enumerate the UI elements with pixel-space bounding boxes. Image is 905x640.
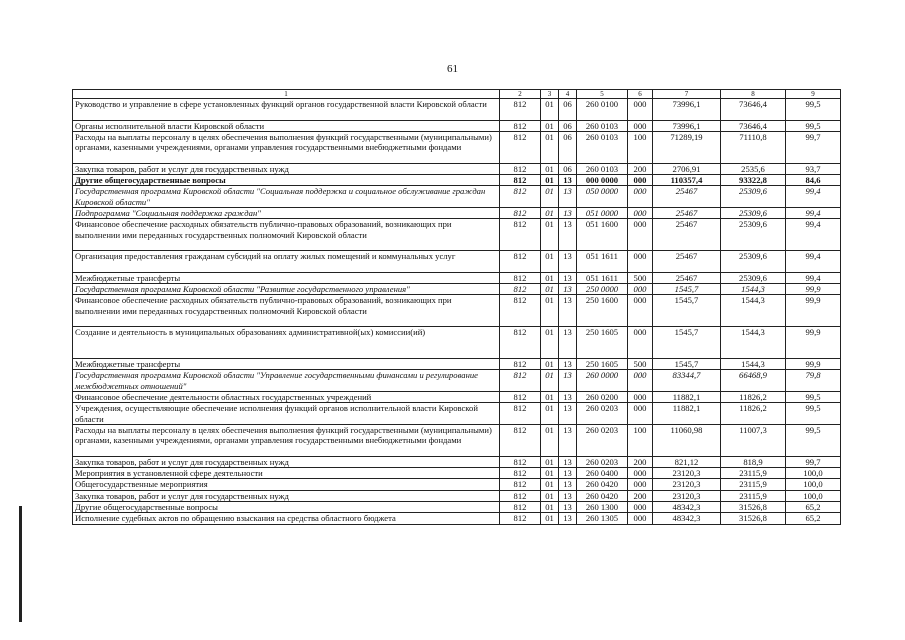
table-body bbox=[73, 99, 841, 525]
row-target: 260 0400 bbox=[577, 468, 628, 479]
margin-mark bbox=[19, 506, 22, 622]
row-type: 100 bbox=[628, 131, 653, 163]
row-code: 812 bbox=[500, 327, 541, 359]
row-name: Общегосударственные мероприятия bbox=[73, 479, 500, 490]
row-name: Закупка товаров, работ и услуг для государственных нужд bbox=[73, 490, 500, 501]
row-section: 01 bbox=[541, 99, 559, 121]
table-row bbox=[73, 272, 841, 283]
row-subsection: 13 bbox=[559, 479, 577, 490]
row-section: 01 bbox=[541, 131, 559, 163]
row-code: 812 bbox=[500, 251, 541, 273]
row-target: 260 0420 bbox=[577, 479, 628, 490]
row-type: 200 bbox=[628, 490, 653, 501]
row-percent: 99,9 bbox=[786, 284, 841, 295]
row-subsection: 13 bbox=[559, 370, 577, 392]
column-header: 3 bbox=[541, 90, 559, 99]
row-percent: 84,6 bbox=[786, 175, 841, 186]
row-type: 000 bbox=[628, 251, 653, 273]
row-target: 051 0000 bbox=[577, 207, 628, 218]
row-plan: 1545,7 bbox=[653, 359, 721, 370]
table-row bbox=[73, 501, 841, 512]
row-actual: 66468,9 bbox=[721, 370, 786, 392]
row-percent: 99,9 bbox=[786, 327, 841, 359]
column-header: 9 bbox=[786, 90, 841, 99]
row-code: 812 bbox=[500, 186, 541, 208]
row-type: 000 bbox=[628, 501, 653, 512]
row-subsection: 06 bbox=[559, 163, 577, 174]
row-subsection: 13 bbox=[559, 284, 577, 295]
row-section: 01 bbox=[541, 163, 559, 174]
row-target: 051 1611 bbox=[577, 251, 628, 273]
row-name: Исполнение судебных актов по обращению взыскания на средства областного бюджета bbox=[73, 513, 500, 524]
row-subsection: 13 bbox=[559, 186, 577, 208]
row-section: 01 bbox=[541, 370, 559, 392]
row-code: 812 bbox=[500, 295, 541, 327]
table-row bbox=[73, 175, 841, 186]
row-target: 260 0100 bbox=[577, 99, 628, 121]
table-row bbox=[73, 403, 841, 425]
row-section: 01 bbox=[541, 513, 559, 524]
row-name: Финансовое обеспечение расходных обязательств публично-правовых образований, возникающих при выполнении ими переданных государственных полномочий Кировской области bbox=[73, 295, 500, 327]
table-row bbox=[73, 131, 841, 163]
row-type: 000 bbox=[628, 403, 653, 425]
row-plan: 11882,1 bbox=[653, 392, 721, 403]
row-subsection: 13 bbox=[559, 424, 577, 456]
row-actual: 31526,8 bbox=[721, 501, 786, 512]
row-name: Другие общегосударственные вопросы bbox=[73, 501, 500, 512]
row-subsection: 13 bbox=[559, 359, 577, 370]
row-type: 200 bbox=[628, 163, 653, 174]
row-type: 000 bbox=[628, 120, 653, 131]
table-row bbox=[73, 490, 841, 501]
row-percent: 99,4 bbox=[786, 186, 841, 208]
row-percent: 100,0 bbox=[786, 490, 841, 501]
row-percent: 99,4 bbox=[786, 207, 841, 218]
row-type: 000 bbox=[628, 392, 653, 403]
row-target: 250 1605 bbox=[577, 327, 628, 359]
row-code: 812 bbox=[500, 456, 541, 467]
row-name: Создание и деятельность в муниципальных образованиях административной(ых) комиссии(ий) bbox=[73, 327, 500, 359]
row-percent: 99,5 bbox=[786, 99, 841, 121]
row-type: 000 bbox=[628, 327, 653, 359]
row-plan: 1545,7 bbox=[653, 295, 721, 327]
column-header: 7 bbox=[653, 90, 721, 99]
row-section: 01 bbox=[541, 120, 559, 131]
row-actual: 23115,9 bbox=[721, 468, 786, 479]
row-name: Расходы на выплаты персоналу в целях обеспечения выполнения функций государственными (муниципальными) органами, казенными учреждениями, органами управления государственными внебюджетными фондами bbox=[73, 131, 500, 163]
row-section: 01 bbox=[541, 479, 559, 490]
column-header: 4 bbox=[559, 90, 577, 99]
row-target: 260 0200 bbox=[577, 392, 628, 403]
row-subsection: 06 bbox=[559, 120, 577, 131]
table-row bbox=[73, 99, 841, 121]
row-percent: 99,9 bbox=[786, 295, 841, 327]
row-actual: 1544,3 bbox=[721, 284, 786, 295]
row-type: 000 bbox=[628, 207, 653, 218]
table-row bbox=[73, 456, 841, 467]
row-code: 812 bbox=[500, 490, 541, 501]
row-code: 812 bbox=[500, 131, 541, 163]
row-name: Учреждения, осуществляющие обеспечение исполнения функций органов исполнительной власти Кировской области bbox=[73, 403, 500, 425]
row-type: 500 bbox=[628, 272, 653, 283]
row-plan: 110357,4 bbox=[653, 175, 721, 186]
row-section: 01 bbox=[541, 403, 559, 425]
row-code: 812 bbox=[500, 403, 541, 425]
row-section: 01 bbox=[541, 501, 559, 512]
row-actual: 1544,3 bbox=[721, 295, 786, 327]
row-type: 000 bbox=[628, 99, 653, 121]
row-target: 260 1305 bbox=[577, 513, 628, 524]
header-row bbox=[73, 90, 841, 99]
row-actual: 25309,6 bbox=[721, 219, 786, 251]
row-actual: 93322,8 bbox=[721, 175, 786, 186]
row-code: 812 bbox=[500, 99, 541, 121]
row-type: 000 bbox=[628, 284, 653, 295]
row-section: 01 bbox=[541, 186, 559, 208]
row-code: 812 bbox=[500, 219, 541, 251]
row-actual: 25309,6 bbox=[721, 251, 786, 273]
row-section: 01 bbox=[541, 175, 559, 186]
row-type: 000 bbox=[628, 219, 653, 251]
row-plan: 71289,19 bbox=[653, 131, 721, 163]
row-subsection: 13 bbox=[559, 403, 577, 425]
row-plan: 11060,98 bbox=[653, 424, 721, 456]
row-percent: 100,0 bbox=[786, 479, 841, 490]
row-code: 812 bbox=[500, 207, 541, 218]
row-code: 812 bbox=[500, 370, 541, 392]
row-target: 051 1600 bbox=[577, 219, 628, 251]
row-name: Финансовое обеспечение деятельности областных государственных учреждений bbox=[73, 392, 500, 403]
row-type: 000 bbox=[628, 186, 653, 208]
row-target: 260 0203 bbox=[577, 403, 628, 425]
row-target: 260 0103 bbox=[577, 163, 628, 174]
row-plan: 2706,91 bbox=[653, 163, 721, 174]
table-row bbox=[73, 295, 841, 327]
row-percent: 99,4 bbox=[786, 272, 841, 283]
column-header: 2 bbox=[500, 90, 541, 99]
row-actual: 11826,2 bbox=[721, 403, 786, 425]
row-percent: 79,8 bbox=[786, 370, 841, 392]
row-target: 260 0103 bbox=[577, 120, 628, 131]
row-percent: 99,9 bbox=[786, 359, 841, 370]
row-name: Руководство и управление в сфере установленных функций органов государственной власти Кировской области bbox=[73, 99, 500, 121]
row-plan: 1545,7 bbox=[653, 284, 721, 295]
row-plan: 25467 bbox=[653, 207, 721, 218]
row-section: 01 bbox=[541, 468, 559, 479]
column-header: 5 bbox=[577, 90, 628, 99]
row-percent: 99,4 bbox=[786, 219, 841, 251]
row-code: 812 bbox=[500, 479, 541, 490]
row-name: Государственная программа Кировской области "Управление государственными финансами и регулирование межбюджетных отношений" bbox=[73, 370, 500, 392]
row-plan: 73996,1 bbox=[653, 120, 721, 131]
row-name: Расходы на выплаты персоналу в целях обеспечения выполнения функций государственными (муниципальными) органами, казенными учреждениями, органами управления государственными внебюджетными фондами bbox=[73, 424, 500, 456]
row-section: 01 bbox=[541, 295, 559, 327]
row-subsection: 13 bbox=[559, 175, 577, 186]
row-section: 01 bbox=[541, 456, 559, 467]
row-name: Мероприятия в установленной сфере деятельности bbox=[73, 468, 500, 479]
row-plan: 23120,3 bbox=[653, 479, 721, 490]
row-name: Закупка товаров, работ и услуг для государственных нужд bbox=[73, 163, 500, 174]
row-percent: 65,2 bbox=[786, 501, 841, 512]
row-actual: 2535,6 bbox=[721, 163, 786, 174]
row-target: 050 0000 bbox=[577, 186, 628, 208]
row-name: Другие общегосударственные вопросы bbox=[73, 175, 500, 186]
row-name: Финансовое обеспечение расходных обязательств публично-правовых образований, возникающих при выполнении ими переданных государственных полномочий Кировской области bbox=[73, 219, 500, 251]
row-plan: 11882,1 bbox=[653, 403, 721, 425]
row-type: 000 bbox=[628, 175, 653, 186]
row-code: 812 bbox=[500, 392, 541, 403]
row-actual: 11826,2 bbox=[721, 392, 786, 403]
row-section: 01 bbox=[541, 327, 559, 359]
row-percent: 99,7 bbox=[786, 131, 841, 163]
row-section: 01 bbox=[541, 424, 559, 456]
row-section: 01 bbox=[541, 219, 559, 251]
row-code: 812 bbox=[500, 501, 541, 512]
table-row bbox=[73, 468, 841, 479]
row-subsection: 13 bbox=[559, 490, 577, 501]
table-row bbox=[73, 513, 841, 524]
row-code: 812 bbox=[500, 468, 541, 479]
table-row bbox=[73, 186, 841, 208]
row-plan: 1545,7 bbox=[653, 327, 721, 359]
row-plan: 83344,7 bbox=[653, 370, 721, 392]
row-actual: 31526,8 bbox=[721, 513, 786, 524]
row-actual: 23115,9 bbox=[721, 479, 786, 490]
row-subsection: 13 bbox=[559, 251, 577, 273]
row-plan: 25467 bbox=[653, 186, 721, 208]
column-header: 6 bbox=[628, 90, 653, 99]
row-type: 000 bbox=[628, 479, 653, 490]
budget-table bbox=[72, 89, 841, 525]
row-subsection: 13 bbox=[559, 468, 577, 479]
row-code: 812 bbox=[500, 424, 541, 456]
row-percent: 99,5 bbox=[786, 392, 841, 403]
row-percent: 99,7 bbox=[786, 456, 841, 467]
table-row bbox=[73, 479, 841, 490]
row-name: Межбюджетные трансферты bbox=[73, 272, 500, 283]
row-actual: 71110,8 bbox=[721, 131, 786, 163]
row-code: 812 bbox=[500, 120, 541, 131]
row-target: 260 0203 bbox=[577, 424, 628, 456]
row-subsection: 13 bbox=[559, 207, 577, 218]
row-plan: 73996,1 bbox=[653, 99, 721, 121]
row-section: 01 bbox=[541, 251, 559, 273]
row-section: 01 bbox=[541, 284, 559, 295]
row-percent: 99,5 bbox=[786, 120, 841, 131]
row-plan: 23120,3 bbox=[653, 490, 721, 501]
row-actual: 23115,9 bbox=[721, 490, 786, 501]
row-actual: 25309,6 bbox=[721, 186, 786, 208]
row-plan: 25467 bbox=[653, 219, 721, 251]
row-percent: 99,5 bbox=[786, 403, 841, 425]
row-name: Организация предоставления гражданам субсидий на оплату жилых помещений и коммунальных услуг bbox=[73, 251, 500, 273]
table-row bbox=[73, 251, 841, 273]
row-actual: 25309,6 bbox=[721, 207, 786, 218]
row-actual: 73646,4 bbox=[721, 99, 786, 121]
row-plan: 25467 bbox=[653, 251, 721, 273]
row-section: 01 bbox=[541, 359, 559, 370]
row-target: 000 0000 bbox=[577, 175, 628, 186]
row-subsection: 13 bbox=[559, 513, 577, 524]
row-actual: 25309,6 bbox=[721, 272, 786, 283]
row-target: 250 1605 bbox=[577, 359, 628, 370]
row-percent: 99,4 bbox=[786, 251, 841, 273]
table-row bbox=[73, 392, 841, 403]
row-percent: 100,0 bbox=[786, 468, 841, 479]
table-row bbox=[73, 207, 841, 218]
row-name: Межбюджетные трансферты bbox=[73, 359, 500, 370]
row-subsection: 13 bbox=[559, 219, 577, 251]
row-plan: 48342,3 bbox=[653, 501, 721, 512]
row-name: Государственная программа Кировской области "Социальная поддержка и социальное обслуживание граждан Кировской области" bbox=[73, 186, 500, 208]
table-row bbox=[73, 359, 841, 370]
row-actual: 11007,3 bbox=[721, 424, 786, 456]
row-code: 812 bbox=[500, 272, 541, 283]
row-plan: 23120,3 bbox=[653, 468, 721, 479]
row-percent: 65,2 bbox=[786, 513, 841, 524]
row-actual: 1544,3 bbox=[721, 327, 786, 359]
row-target: 250 1600 bbox=[577, 295, 628, 327]
row-target: 260 0203 bbox=[577, 456, 628, 467]
row-code: 812 bbox=[500, 513, 541, 524]
row-subsection: 13 bbox=[559, 295, 577, 327]
row-type: 000 bbox=[628, 513, 653, 524]
row-subsection: 13 bbox=[559, 501, 577, 512]
row-target: 260 0103 bbox=[577, 131, 628, 163]
row-type: 500 bbox=[628, 359, 653, 370]
row-percent: 99,5 bbox=[786, 424, 841, 456]
row-name: Органы исполнительной власти Кировской области bbox=[73, 120, 500, 131]
row-target: 260 1300 bbox=[577, 501, 628, 512]
row-section: 01 bbox=[541, 272, 559, 283]
row-code: 812 bbox=[500, 284, 541, 295]
row-target: 260 0420 bbox=[577, 490, 628, 501]
row-type: 000 bbox=[628, 295, 653, 327]
row-type: 000 bbox=[628, 468, 653, 479]
row-code: 812 bbox=[500, 163, 541, 174]
row-actual: 1544,3 bbox=[721, 359, 786, 370]
row-section: 01 bbox=[541, 207, 559, 218]
row-target: 260 0000 bbox=[577, 370, 628, 392]
table-row bbox=[73, 424, 841, 456]
row-section: 01 bbox=[541, 392, 559, 403]
row-subsection: 06 bbox=[559, 99, 577, 121]
row-name: Государственная программа Кировской области "Развитие государственного управления" bbox=[73, 284, 500, 295]
row-plan: 25467 bbox=[653, 272, 721, 283]
row-name: Подпрограмма "Социальная поддержка граждан" bbox=[73, 207, 500, 218]
column-header: 8 bbox=[721, 90, 786, 99]
row-subsection: 06 bbox=[559, 131, 577, 163]
table-row bbox=[73, 327, 841, 359]
table-row bbox=[73, 163, 841, 174]
row-actual: 818,9 bbox=[721, 456, 786, 467]
page-number: 61 bbox=[447, 63, 458, 75]
row-name: Закупка товаров, работ и услуг для государственных нужд bbox=[73, 456, 500, 467]
row-plan: 821,12 bbox=[653, 456, 721, 467]
row-subsection: 13 bbox=[559, 456, 577, 467]
row-plan: 48342,3 bbox=[653, 513, 721, 524]
table-row bbox=[73, 284, 841, 295]
table-row bbox=[73, 219, 841, 251]
row-target: 250 0000 bbox=[577, 284, 628, 295]
row-subsection: 13 bbox=[559, 392, 577, 403]
table-row bbox=[73, 370, 841, 392]
row-type: 000 bbox=[628, 370, 653, 392]
column-header: 1 bbox=[73, 90, 500, 99]
table-row bbox=[73, 120, 841, 131]
row-code: 812 bbox=[500, 359, 541, 370]
row-type: 100 bbox=[628, 424, 653, 456]
row-target: 051 1611 bbox=[577, 272, 628, 283]
row-subsection: 13 bbox=[559, 272, 577, 283]
row-code: 812 bbox=[500, 175, 541, 186]
row-type: 200 bbox=[628, 456, 653, 467]
row-subsection: 13 bbox=[559, 327, 577, 359]
row-section: 01 bbox=[541, 490, 559, 501]
row-percent: 93,7 bbox=[786, 163, 841, 174]
row-actual: 73646,4 bbox=[721, 120, 786, 131]
